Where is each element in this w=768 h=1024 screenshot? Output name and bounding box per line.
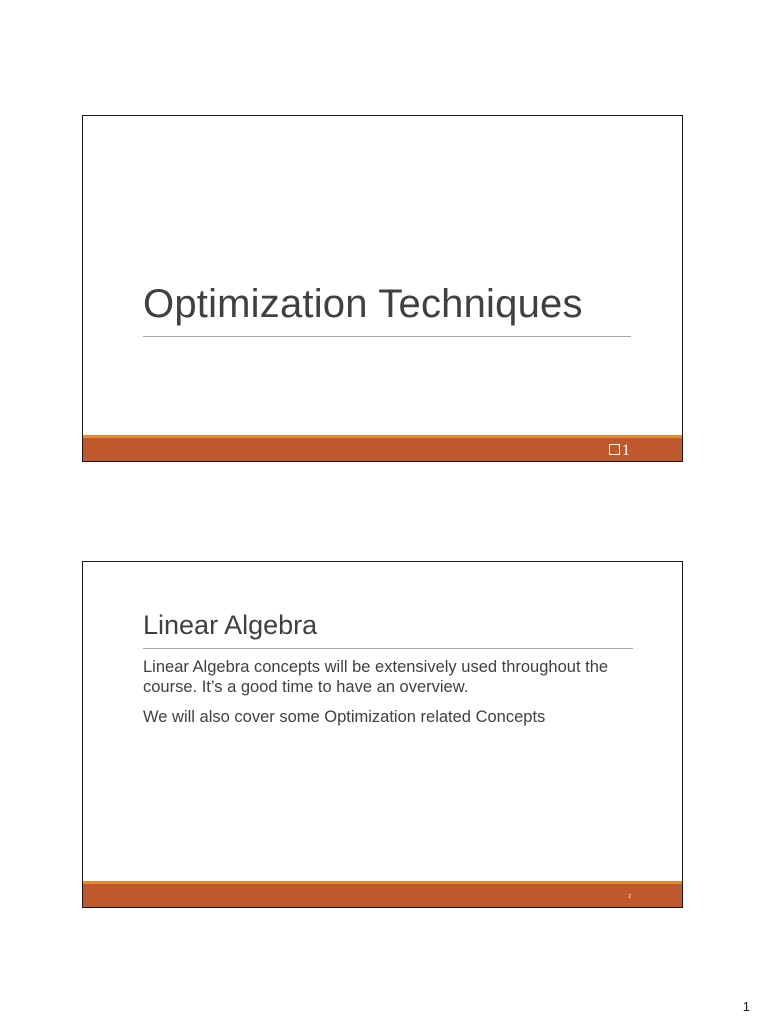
- slide-2: [82, 561, 683, 908]
- slide-title: Optimization Techniques: [143, 282, 583, 326]
- slide-footer: [83, 881, 682, 907]
- slide-number: [609, 442, 630, 460]
- slide-number-value: 1: [622, 442, 630, 459]
- body-paragraph: We will also cover some Optimization related Concepts: [143, 708, 546, 726]
- slide-number: 2: [628, 894, 631, 900]
- slide-body: [143, 657, 643, 737]
- title-divider: [143, 336, 631, 337]
- page-number: 1: [742, 999, 750, 1014]
- slide-1: [82, 115, 683, 462]
- slide-title: Linear Algebra: [143, 610, 318, 640]
- slide-footer: [83, 435, 682, 461]
- body-paragraph: Linear Algebra concepts will be extensively used throughout the course. It’s a good time to have an overview.: [143, 658, 609, 696]
- title-divider: [143, 648, 633, 649]
- placeholder-glyph-icon: [609, 444, 620, 455]
